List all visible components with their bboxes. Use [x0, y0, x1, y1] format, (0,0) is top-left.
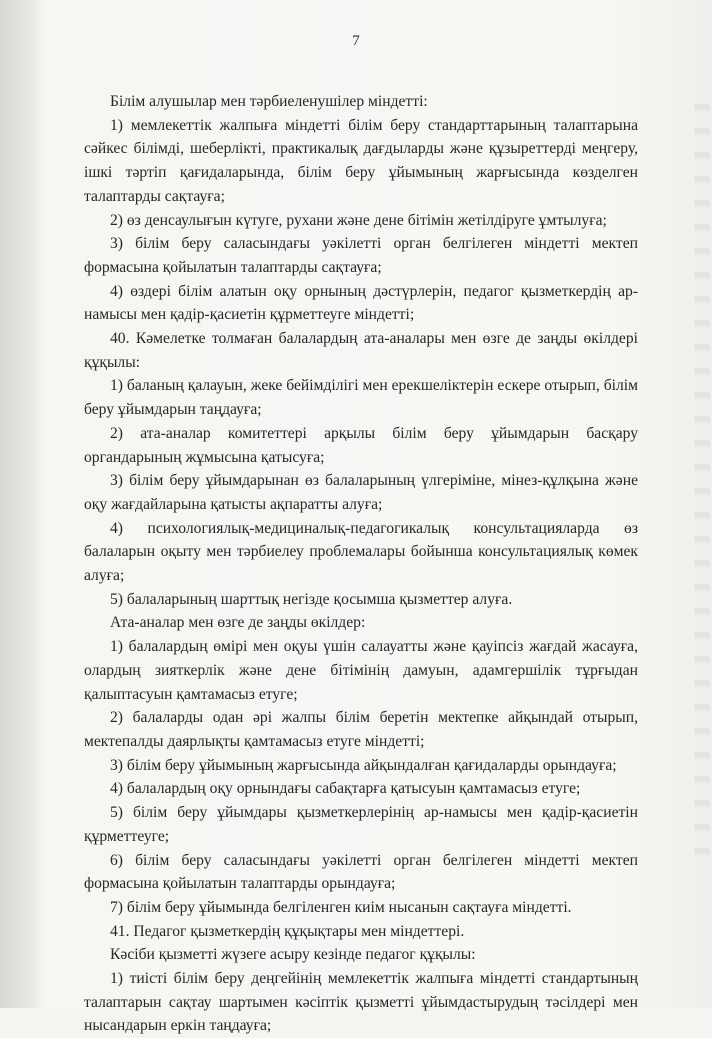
paragraph: Білім алушылар мен тәрбиеленушілер міндетті: [110, 93, 428, 110]
paragraph: 4) психологиялық-медициналық-педагогикалық консультацияларда өз балаларын оқыту мен тәрбиелеу проблемалары бойынша консультациялық көмек алуға; [84, 519, 638, 585]
paragraph: 2) ата-аналар комитеттері арқылы білім беру ұйымдарын басқару органдарының жұмысына қатысуға; [84, 424, 638, 466]
paragraph: 4) балалардың оқу орнындағы сабақтарға қатысуын қамтамасыз етуге; [110, 780, 581, 798]
paragraph: 5) білім беру ұйымдары қызметкерлерінің ар-намысы мен қадір-қасиетін құрметтеуге; [84, 804, 638, 845]
paragraph: Кәсіби қызметті жүзеге асыру кезінде педагог құқылы: [110, 946, 476, 964]
document-body [84, 90, 638, 1038]
paragraph: 40. Кәмелетке толмаған балалардың ата-аналары мен өзге де заңды өкілдері құқылы: [84, 330, 638, 371]
paragraph: 7) білім беру ұйымында белгіленген киім нысанын сақтауға міндетті. [110, 898, 572, 916]
paragraph: 6) білім беру саласындағы уәкілетті орган белгілеген міндетті мектеп формасына қойылатын талаптарды орындауға; [84, 851, 638, 893]
scan-bleed-through [694, 90, 710, 870]
paragraph: 1) тиісті білім беру деңгейінің мемлекеттік жалпыға міндетті стандартының талаптарын сақтау шартымен кәсіптік қызметті ұйымдастырудың тәсілдері мен нысандарын еркін таңдауға; [84, 970, 638, 1035]
paragraph: 5) балаларының шарттық негізде қосымша қызметтер алуға. [110, 590, 513, 608]
paragraph: 2) өз денсаулығын күтуге, рухани және дене бітімін жетілдіруге ұмтылуға; [110, 211, 607, 229]
paragraph: 1) балалардың өмірі мен оқуы үшін салауатты және қауіпсіз жағдай жасауға, олардың зияткерлік және дене бітімінің дамуын, адамгершілік тұрғыдан қалыптасуын қамтамасыз етуге; [84, 638, 638, 703]
page-number: 7 [352, 33, 360, 49]
scan-binding-shadow [0, 0, 46, 1008]
paragraph: 1) мемлекеттік жалпыға міндетті білім беру стандарттарының талаптарына сәйкес білімді, шеберлікті, практикалық дағдыларды және құзыреттерді меңгеру, ішкі тәртіп қағидаларында, білім беру ұйымының жарғысында көзделген талаптарды сақтауға; [84, 116, 638, 205]
paragraph: 4) өздері білім алатын оқу орнының дәстүрлерін, педагог қызметкердің ар-намысы мен қадір-қасиетін құрметтеуге міндетті; [84, 282, 638, 324]
paragraph: 1) баланың қалауын, жеке бейімділігі мен ерекшеліктерін ескере отырып, білім беру ұйымдарын таңдауға; [84, 377, 638, 419]
paragraph: 3) білім беру саласындағы уәкілетті орган белгілеген міндетті мектеп формасына қойылатын талаптарды сақтауға; [84, 235, 638, 276]
paragraph: 2) балаларды одан әрі жалпы білім беретін мектепке айқындай отырып, мектепалды даярлықты қамтамасыз етуге міндетті; [84, 709, 638, 750]
paragraph: 3) білім беру ұйымының жарғысында айқындалған қағидаларды орындауға; [110, 756, 617, 774]
paragraph: 3) білім беру ұйымдарынан өз балаларының үлгеріміне, мінез-құлқына және оқу жағдайларына қатысты ақпаратты алуға; [84, 472, 638, 513]
paragraph: Ата-аналар мен өзге де заңды өкілдер: [110, 614, 366, 632]
paragraph: 41. Педагог қызметкердің құқықтары мен міндеттері. [110, 922, 465, 940]
